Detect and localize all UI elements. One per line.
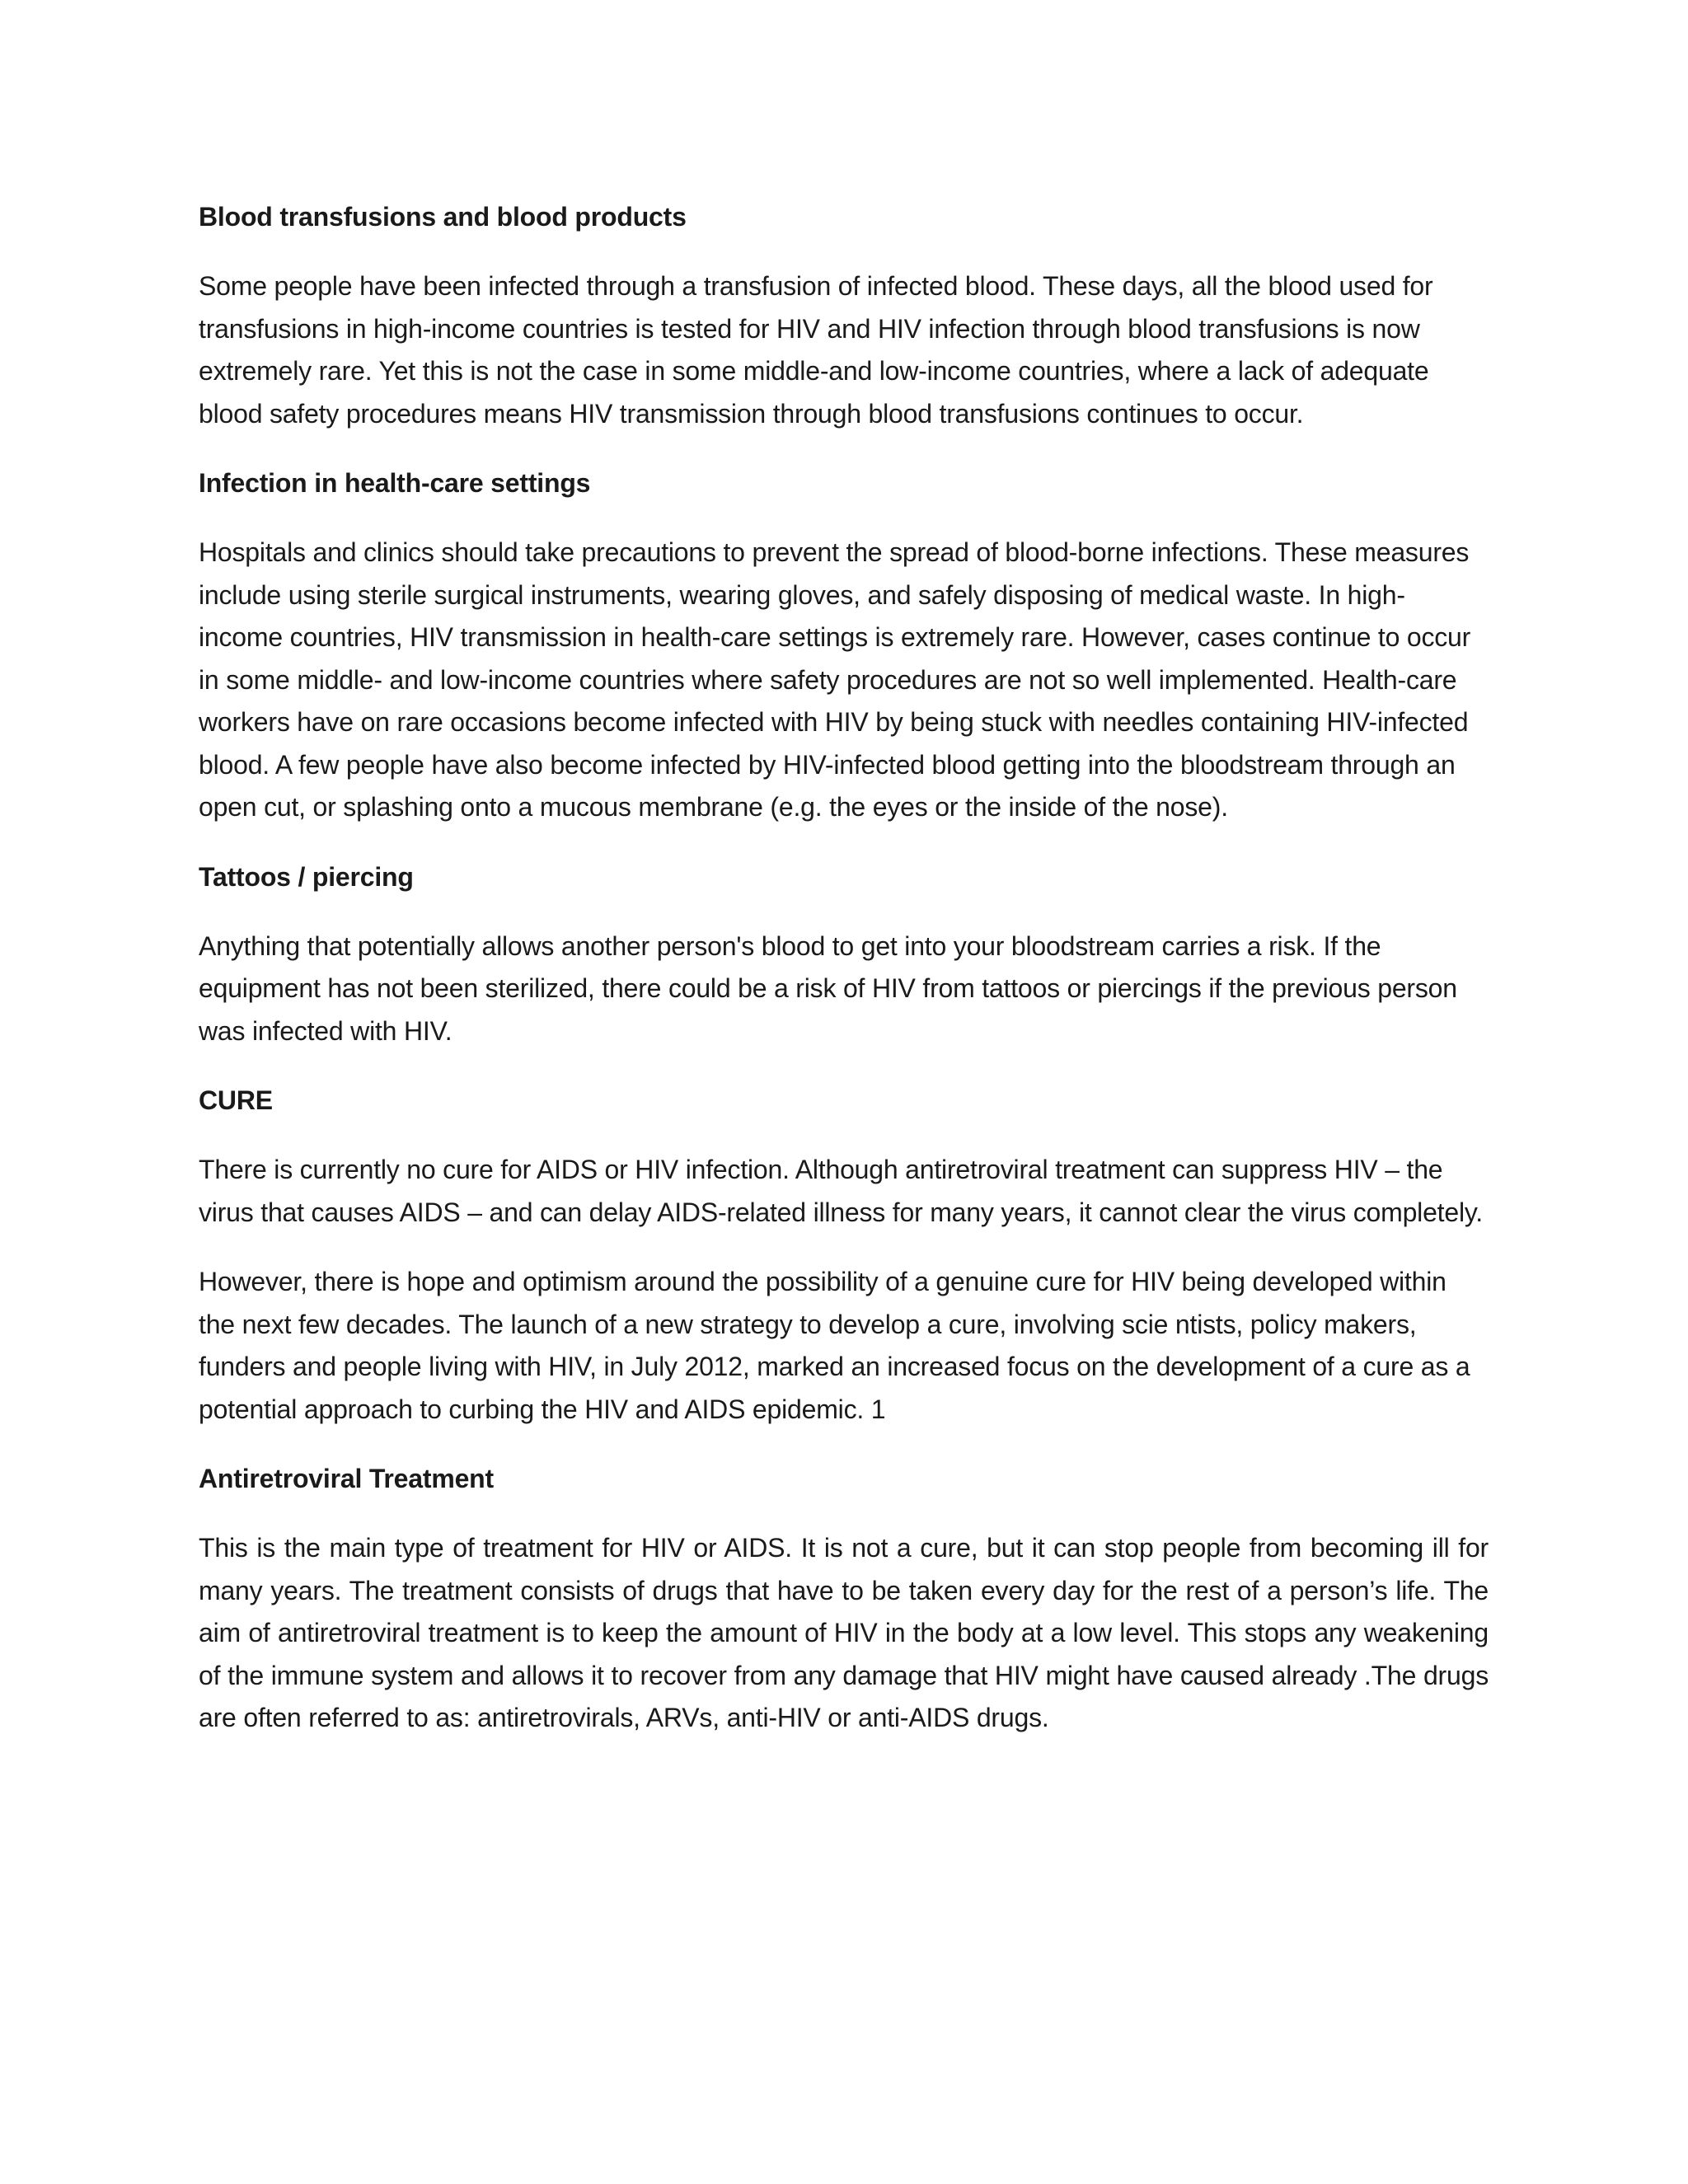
section-heading-health-care-settings: Infection in health-care settings <box>199 468 591 498</box>
document-page <box>199 196 1489 1767</box>
section-heading-blood-transfusions: Blood transfusions and blood products <box>199 202 687 232</box>
section-heading-antiretroviral-treatment: Antiretroviral Treatment <box>199 1464 494 1493</box>
paragraph-cure-hope: However, there is hope and optimism around the possibility of a genuine cure for HIV being developed within the next few decades. The launch of a new strategy to develop a cure, involving scie ntists, policy makers, funders and people living with HIV, in July 2012, marked an increased focus on the development of a cure as a potential approach to curbing the HIV and AIDS epidemic. 1 <box>199 1267 1470 1424</box>
section-heading-tattoos-piercing: Tattoos / piercing <box>199 861 414 892</box>
section-heading-cure: CURE <box>199 1085 273 1115</box>
paragraph-tattoos-piercing: Anything that potentially allows another person's blood to get into your bloodstream carries a risk. If the equipment has not been sterilized, there could be a risk of HIV from tattoos or piercings if the previous person was infected with HIV. <box>199 930 1457 1046</box>
paragraph-blood-transfusions: Some people have been infected through a transfusion of infected blood. These days, all the blood used for transfusions in high-income countries is tested for HIV and HIV infection through blood transfusions is now extremely rare. Yet this is not the case in some middle-and low-income countries, where a lack of adequate blood safety procedures means HIV transmission through blood transfusions continues to occur. <box>199 271 1433 429</box>
paragraph-cure-current: There is currently no cure for AIDS or HIV infection. Although antiretroviral treatment can suppress HIV – the virus that causes AIDS – and can delay AIDS-related illness for many years, it cannot clear the virus completely. <box>199 1155 1483 1227</box>
paragraph-health-care-settings: Hospitals and clinics should take precautions to prevent the spread of blood-borne infections. These measures include using sterile surgical instruments, wearing gloves, and safely disposing of medical waste. In high-income countries, HIV transmission in health-care settings is extremely rare. However, cases continue to occur in some middle- and low-income countries where safety procedures are not so well implemented. Health-care workers have on rare occasions become infected with HIV by being stuck with needles containing HIV-infected blood. A few people have also become infected by HIV-infected blood getting into the bloodstream through an open cut, or splashing onto a mucous membrane (e.g. the eyes or the inside of the nose). <box>199 537 1471 822</box>
paragraph-antiretroviral-treatment: This is the main type of treatment for HIV or AIDS. It is not a cure, but it can stop people from becoming ill for many years. The treatment consists of drugs that have to be taken every day for the rest of a person’s life. The aim of antiretroviral treatment is to keep the amount of HIV in the body at a low level. This stops any weakening of the immune system and allows it to recover from any damage that HIV might have caused already .The drugs are often referred to as: antiretrovirals, ARVs, anti-HIV or anti-AIDS drugs. <box>199 1533 1489 1732</box>
